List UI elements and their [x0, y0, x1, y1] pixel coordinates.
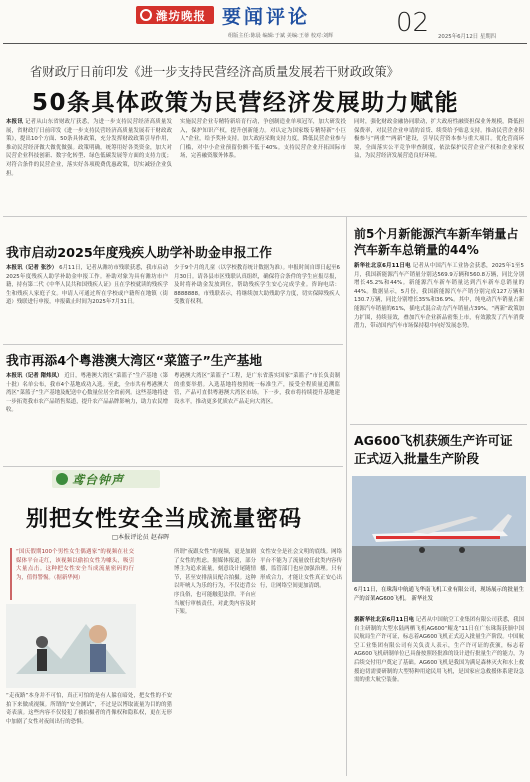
column-byline: □本报评论员 赵春晖 — [112, 534, 170, 541]
top-story-col1-text: 记者从山东省财政厅获悉，为进一步支持民营经济高质量发展，省财政厅日前印发《进一步支持民营经济高质量发展若干财政政策》，提出10个方面、50条具体政策，充分发挥财政政策引导作用，推动民营经济做大做优做强。政策明确，统筹用好各类资金，加大对民营企业科技创新、数字化转型、绿色低碳发展等方面的支持力度；对符合条件的民营企业，落实好各项税费优惠政策，切实减轻企业负担。 — [6, 119, 172, 177]
gba-col1-text: 近日，粤港澳大湾区“菜篮子”生产基地（第十批）名单公布，我市4个基地成功入选。至此，全市共有粤港澳大湾区“菜篮子”生产基地及配送中心数量位居全省前列。这些基地将进一步拓宽我市农产品销售渠道，提升农产品品牌影响力，助力农民增收。 — [6, 373, 168, 414]
right-column-divider — [346, 216, 347, 776]
nev-headline: 前5个月新能源汽车新车销量占汽车新车总销量的44% — [354, 227, 519, 257]
ag600-text: 记者从中国航空工业集团有限公司获悉，我国自主研制的大型水陆两栖飞机AG600“鲲龙”11日在广东珠海获颁中国民航局生产许可证，标志着AG600飞机正式迈入批量生产阶段。中国航空工业集团有限公司有关负责人表示，生产许可证的获颁，标志着AG600飞机研制单位已具备按照经批准的设计进行批量生产的能力，为后续交付用户奠定了基础。AG600飞机是我国为满足森林灭火和水上救援迫切需要研制的大型特种用途民用飞机，是国家应急救援体系建设急需的重大航空装备。 — [354, 617, 524, 684]
column-col2: 所谓“夜跟女性”的视频，更是加剧了女性的焦虑。据媒体报道，部分博主为追求流量，刻意设计尾随情节，甚至安排演员配合拍摄。这种以吓唬人为乐的行为，不仅违背公序良俗，也可能触犯法律。平台应当履行审核责任，对此类内容及时下架。 — [174, 549, 256, 616]
column-illustration — [6, 604, 136, 688]
column-badge-text: 鸢台钟声 — [72, 473, 125, 487]
column-badge-icon — [56, 473, 68, 485]
disabled-aid-col1 — [6, 264, 168, 340]
column-col1: “走夜路”本身并不可怕，真正可怕的是有人躲在暗处，把女性的不安拍下来做成视频。所谓的“安全测试”，不过是以博取流量为目的的猎奇表演。这些内容不仅侵犯了被拍摄者的肖像权和隐私权，更在无形中加剧了女性对夜间出行的恐惧。 — [6, 693, 172, 725]
editor-credits: 组版主任:陈晨 编辑:于斌 美编:王蒂 校对:刘辉 — [228, 33, 334, 39]
ag600-byline: 据新华社北京6月11日电 — [354, 617, 415, 623]
top-story-kicker: 省财政厅日前印发《进一步支持民营经济高质量发展若干财政政策》 — [30, 65, 399, 79]
ag600-body — [354, 616, 524, 776]
disabled-aid-divider — [3, 344, 343, 345]
top-story-lead: 本报讯 — [6, 119, 23, 125]
newspaper-logo — [136, 6, 214, 24]
top-story-col2: 实施民营企业专精特新培育行动，争创制造业单项冠军，加大研发投入，保护知识产权，提升创新能力。对认定为国家级专精特新“小巨人”企业，给予奖补支持。加大政府采购支持力度，降低民营企业参与门槛，对中小企业预留份额不低于40%。支持民营企业开拓国际市场，完善融资服务体系。 — [180, 119, 346, 160]
ag600-photo-caption: 6月11日，在珠海中航通飞华南飞机工业有限公司，现场展示的批量生产的首架AG600飞机。 新华社发 — [354, 587, 524, 602]
disabled-aid-col1-text: 6月11日，记者从潍坊市残联获悉，我市启动2025年度残疾人助学补助金申报工作。补助对象为具有潍坊市户籍，持有第二代《中华人民共和国残疾人证》且在学校就读的残疾学生和残疾人家庭子女。申请人可通过所在学校或户籍所在地镇（街道）残联进行申报，申报截止时间为2025年7月31日。 — [6, 265, 168, 306]
section-title: 要闻评论 — [222, 6, 311, 28]
nev-text: 记者从中国汽车工业协会获悉，2025年1至5月，我国新能源汽车产销量分别达569.9万辆和560.8万辆，同比分别增长45.2%和44%。新能源汽车新车销量达到汽车新车总销量的44%。数据显示，5月份，我国新能源汽车产销分别完成127万辆和130.7万辆，同比分别增长35%和36.9%。其中，纯电动汽车销量占新能源汽车销量的61%，插电式混合动力汽车销量占39%。“两新”政策加力扩围，持续显效，叠加汽车企业新品密集上市，有效激发了汽车消费潜力，带动国内汽车市场保持稳中向好发展态势。 — [354, 263, 524, 330]
ag600-headline: AG600飞机获颁生产许可证正式迈入批量生产阶段 — [354, 433, 513, 466]
top-story-col3: 同时，强化财政金融协同联动，扩大政府性融资担保业务规模，降低担保费率，对民营企业申请的首贷、续贷给予贴息支持。推动民营企业积极参与“两重”“两新”建设，引导民营资本参与重大项目。优化营商环境，全面落实公平竞争审查制度，依法保护民营企业产权和企业家权益，为民营经济发展营造良好环境。 — [354, 119, 524, 160]
gba-col1 — [6, 372, 168, 458]
gba-byline: 本报讯（记者 隋炜凤） — [6, 373, 63, 379]
top-story-divider — [3, 216, 527, 217]
disabled-aid-headline: 我市启动2025年度残疾人助学补助金申报工作 — [6, 246, 272, 261]
gba-headline: 我市再添4个粤港澳大湾区“菜篮子”生产基地 — [6, 354, 263, 369]
logo-icon — [140, 9, 152, 21]
disabled-aid-byline: 本报讯（记者 张沙） — [6, 265, 58, 271]
page-number: 02 — [396, 8, 430, 38]
masthead-divider — [3, 43, 527, 44]
gba-divider — [3, 466, 343, 467]
top-story-col1 — [6, 118, 172, 212]
nev-body — [354, 262, 524, 418]
column-headline: 别把女性安全当成流量密码 — [26, 507, 303, 532]
column-col3: 女性安全是社会文明的底线。网络平台不能为了流量放任此类内容传播，监管部门也应加强治理。只有形成合力，才能让女性真正安心出行，让网络空间更加清朗。 — [260, 549, 342, 590]
masthead — [0, 0, 530, 46]
nev-byline: 新华社北京6月11日电 — [354, 263, 411, 269]
disabled-aid-col2: 少于9个月的儿童（以学校教育统计数据为准）。申报时间自即日起至6月30日。请各县市区残联认真组织，确保符合条件的学生应报尽报，及时将补助金发放到位，帮助残疾学生安心完成学业。咨询电话：8888888。市残联表示，将继续加大助残助学力度，切实保障残疾人受教育权利。 — [174, 265, 340, 306]
ag600-photo — [352, 476, 526, 582]
issue-date: 2025年6月12日 星期四 — [438, 34, 497, 40]
column-quote: “国庆假期100个男性女生偶遇家”的视频在社交媒体平台走红，该视频以偷拍女性为噱头，吸引大量点击。这种把女性安全当成流量密码的行为，值得警惕。（据新华网） — [10, 548, 134, 600]
top-story-headline: 50条具体政策为民营经济发展助力赋能 — [32, 90, 460, 116]
nev-divider — [350, 424, 527, 425]
column-badge — [52, 470, 160, 488]
gba-col2: 粤港澳大湾区“菜篮子”工程，是广东省落实国家“菜篮子”市长负责制的重要举措。入选基地将按照统一标准生产，接受全程质量追溯监管，产品可直供粤港澳大湾区市场。下一步，我市将持续提升基地建设水平，推动更多优质农产品走向大湾区。 — [174, 373, 340, 405]
logo-text: 潍坊晚报 — [156, 9, 206, 23]
